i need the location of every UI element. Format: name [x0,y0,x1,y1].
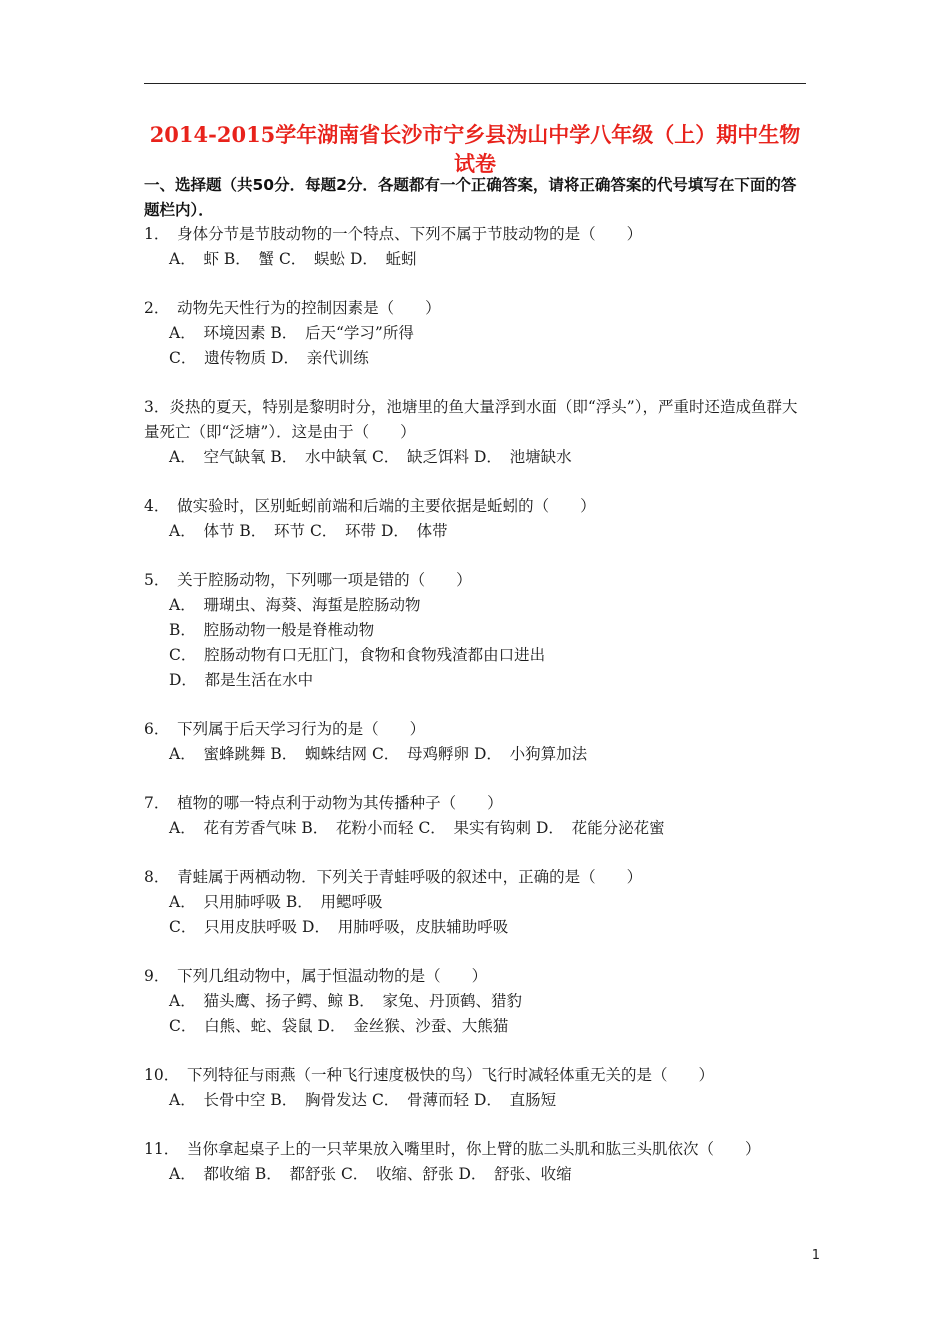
question-options-line: A． 花有芳香气味 B． 花粉小而轻 C． 果实有钩刺 D． 花能分泌花蜜 [169,819,665,837]
question-options-line: C． 遗传物质 D． 亲代训练 [169,349,369,367]
question-9 [144,964,806,1039]
question-options-line: A． 长骨中空 B． 胸骨发达 C． 骨薄而轻 D． 直肠短 [169,1091,557,1109]
question-7 [144,791,806,841]
question-5 [144,568,806,693]
question-11 [144,1137,806,1187]
question-6 [144,717,806,767]
question-stem: 8． 青蛙属于两栖动物．下列关于青蛙呼吸的叙述中，正确的是（ ） [144,868,643,886]
question-stem: 6． 下列属于后天学习行为的是（ ） [144,720,426,738]
title-line-2: 试卷 [454,151,496,176]
question-stem: 4． 做实验时，区别蚯蚓前端和后端的主要依据是蚯蚓的（ ） [144,497,596,515]
question-list [144,222,806,1211]
question-stem: 1． 身体分节是节肢动物的一个特点、下列不属于节肢动物的是（ ） [144,225,643,243]
question-options-line: A． 体节 B． 环节 C． 环带 D． 体带 [169,522,448,540]
question-options-line: B． 腔肠动物一般是脊椎动物 [169,621,375,639]
question-stem: 5． 关于腔肠动物，下列哪一项是错的（ ） [144,571,472,589]
question-10 [144,1063,806,1113]
question-stem: 2． 动物先天性行为的控制因素是（ ） [144,299,441,317]
question-options-line: A． 只用肺呼吸 B． 用鳃呼吸 [169,893,383,911]
question-options-line: A． 环境因素 B． 后天“学习”所得 [169,324,414,342]
question-options-line: A． 猫头鹰、扬子鳄、鲸 B． 家兔、丹顶鹤、猎豹 [169,992,523,1010]
question-stem: 10． 下列特征与雨燕（一种飞行速度极快的鸟）飞行时减轻体重无关的是（ ） [144,1066,714,1084]
question-2 [144,296,806,371]
question-8 [144,865,806,940]
question-options-line: C． 白熊、蛇、袋鼠 D． 金丝猴、沙蚕、大熊猫 [169,1017,509,1035]
question-options-line: A． 蜜蜂跳舞 B． 蜘蛛结网 C． 母鸡孵卵 D． 小狗算加法 [169,745,588,763]
question-options-line: A． 都收缩 B． 都舒张 C． 收缩、舒张 D． 舒张、收缩 [169,1165,572,1183]
question-options-line: C． 只用皮肤呼吸 D． 用肺呼吸，皮肤辅助呼吸 [169,918,509,936]
question-stem: 7． 植物的哪一特点利于动物为其传播种子（ ） [144,794,503,812]
question-3 [144,395,806,470]
title-line-1: 2014-2015学年湖南省长沙市宁乡县沩山中学八年级（上）期中生物 [149,122,801,147]
exam-title [144,120,806,178]
section-heading: 一、选择题（共50分．每题2分．各题都有一个正确答案，请将正确答案的代号填写在下面的答题栏内）． [144,176,797,219]
question-1 [144,222,806,272]
question-4 [144,494,806,544]
question-stem: 11． 当你拿起桌子上的一只苹果放入嘴里时，你上臂的肱二头肌和肱三头肌依次（ ） [144,1140,761,1158]
question-stem: 9． 下列几组动物中，属于恒温动物的是（ ） [144,967,488,985]
question-options-line: C． 腔肠动物有口无肛门，食物和食物残渣都由口进出 [169,646,546,664]
header-rule [144,83,806,84]
question-options-line: A． 珊瑚虫、海葵、海蜇是腔肠动物 [169,596,421,614]
question-stem: 3．炎热的夏天，特别是黎明时分，池塘里的鱼大量浮到水面（即“浮头”），严重时还造成鱼群大量死亡（即“泛塘”）．这是由于（ ） [144,398,798,441]
question-options-line: A． 空气缺氧 B． 水中缺氧 C． 缺乏饵料 D． 池塘缺水 [169,448,572,466]
question-options-line: A． 虾 B． 蟹 C． 蜈蚣 D． 蚯蚓 [169,250,417,268]
question-options-line: D． 都是生活在水中 [169,671,314,689]
page-number: 1 [811,1248,820,1263]
